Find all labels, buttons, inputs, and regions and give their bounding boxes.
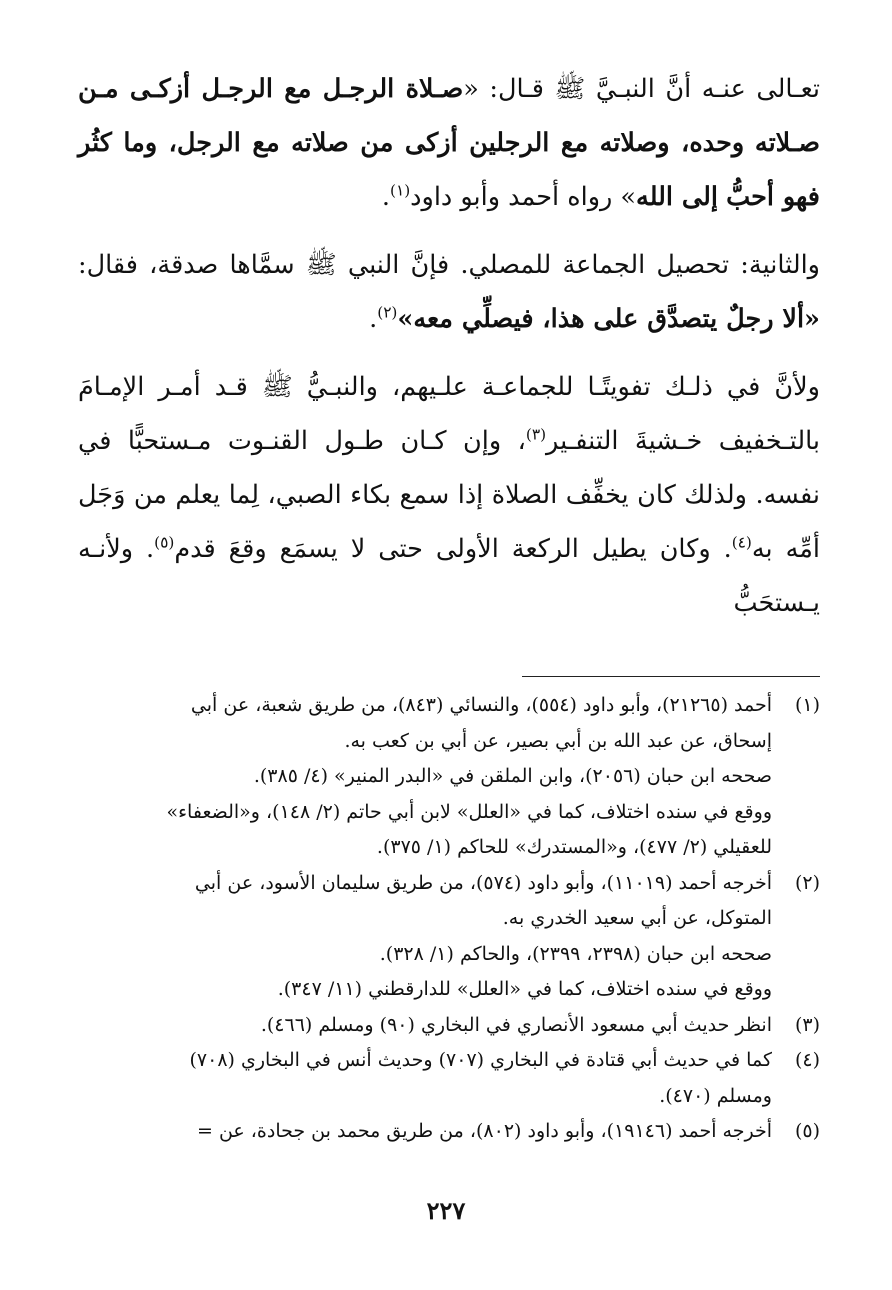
footnote-line: المتوكل، عن أبي سعيد الخدري به.	[502, 907, 772, 929]
text-run: ولأنَّ في ذلـك تفويتًـا للجماعـة علـيهم، والنبـيُّ ﷺ قـد أمـر الإمـامَ	[78, 372, 820, 402]
text-run: » رواه أحمد وأبو داود	[410, 182, 637, 212]
footnote-line: للعقيلي (٢/ ٤٧٧)، و«المستدرك» للحاكم (١/ ٣٧٥).	[376, 836, 772, 858]
footnote-number: (٢)	[794, 871, 820, 894]
footnote-separator	[522, 676, 820, 677]
footnote-body	[78, 1008, 772, 1044]
main-text	[78, 62, 820, 630]
text-run: . ولأنـه يـستحَبُّ	[78, 534, 820, 618]
page-content	[78, 62, 821, 1142]
text-run: . وكان يطيل الركعة الأولى حتى لا يسمَع وقعَ قدم	[174, 534, 732, 564]
footnote-number: (٤)	[794, 1049, 820, 1071]
paragraph-2	[78, 238, 820, 346]
text-run: ، وإن كـان طـول القنـوت مـستحبًّا في نفسه.	[78, 426, 820, 510]
footnote-line: أحمد (٢١٢٦٥)، وأبو داود (٥٥٤)، والنسائي (٨٤٣)، من طريق شعبة، عن أبي	[190, 694, 772, 716]
text-run: تعـالى عنـه أنَّ النبـيَّ ﷺ قـال: «	[463, 74, 820, 104]
footnote-line: ومسلم (٤٧٠).	[659, 1084, 772, 1107]
text-run: .	[369, 304, 378, 334]
footnote-line: إسحاق، عن عبد الله بن أبي بصير، عن أبي بن كعب به.	[344, 729, 772, 752]
text-run: والثانية: تحصيل الجماعة للمصلي. فإنَّ النبي ﷺ سمَّاها صدقة، فقال:	[78, 250, 820, 280]
paragraph-1	[78, 62, 820, 224]
footnote-line: ووقع في سنده اختلاف، كما في «العلل» للدارقطني (١١/ ٣٤٧).	[277, 978, 772, 1000]
paragraph-3	[78, 360, 820, 630]
footnote-4	[78, 1043, 820, 1114]
hadith-quote: صـلاة الرجـل مع الرجـل أزكـى مـن صـلاته	[78, 74, 821, 158]
footnote-5	[78, 1114, 820, 1150]
footnote-line: انظر حديث أبي مسعود الأنصاري في البخاري (٩٠) ومسلم (٤٦٦).	[260, 1013, 772, 1036]
footnote-number: (٣)	[794, 1013, 820, 1036]
footnote-2	[78, 866, 820, 1008]
footnote-ref-4[interactable]: (٤)	[731, 533, 752, 552]
footnote-number: (٥)	[794, 1120, 820, 1142]
footnote-number: (١)	[794, 694, 820, 716]
hadith-quote: وحده، وصلاته مع الرجلين أزكى من صلاته مع الرجل، وما كثُر فهو أحبُّ	[78, 128, 820, 212]
footnote-line: أخرجه أحمد (١٩١٤٦)، وأبو داود (٨٠٢)، من طريق محمد بن جحادة، عن =	[196, 1120, 772, 1142]
footnote-line: أخرجه أحمد (١١٠١٩)، وأبو داود (٥٧٤)، من طريق سليمان الأسود، عن أبي	[194, 871, 772, 894]
footnote-ref-3[interactable]: (٣)	[525, 425, 547, 444]
hadith-quote: «ألا رجلٌ يتصدَّق على هذا، فيصلِّي معه»	[397, 304, 820, 334]
footnote-line: صححه ابن حبان (٢٠٥٦)، وابن الملقن في «البدر المنير» (٤/ ٣٨٥).	[253, 765, 772, 787]
footnote-body	[78, 1114, 772, 1150]
footnote-3	[78, 1008, 820, 1044]
footnote-body	[78, 866, 772, 1008]
footnote-ref-2[interactable]: (٢)	[377, 303, 398, 322]
footnote-1	[78, 688, 820, 866]
hadith-quote: إلى الله	[636, 182, 718, 212]
footnotes	[78, 688, 820, 1150]
text-run: به	[751, 534, 773, 564]
footnote-line: صححه ابن حبان (٢٣٩٨، ٢٣٩٩)، والحاكم (١/ ٣٢٨).	[379, 942, 772, 965]
text-run: بالتـخفيف خـشيةَ التنفـير	[546, 426, 820, 456]
page-number: ٢٢٧	[426, 1196, 466, 1225]
footnote-ref-1[interactable]: (١)	[390, 181, 411, 200]
footnote-ref-5[interactable]: (٥)	[154, 533, 175, 552]
footnote-line: ووقع في سنده اختلاف، كما في «العلل» لابن أبي حاتم (٢/ ١٤٨)، و«الضعفاء»	[166, 800, 772, 823]
footnote-body	[78, 1043, 772, 1114]
text-run: ولذلك كان يخفِّف الصلاة إذا سمع بكاء الصبي، لِما يعلم من وَجَل أمِّه	[78, 480, 821, 564]
footnote-body	[78, 688, 772, 866]
footnote-line: كما في حديث أبي قتادة في البخاري (٧٠٧) وحديث أنس في البخاري (٧٠٨)	[189, 1049, 772, 1071]
text-run: .	[381, 182, 391, 212]
